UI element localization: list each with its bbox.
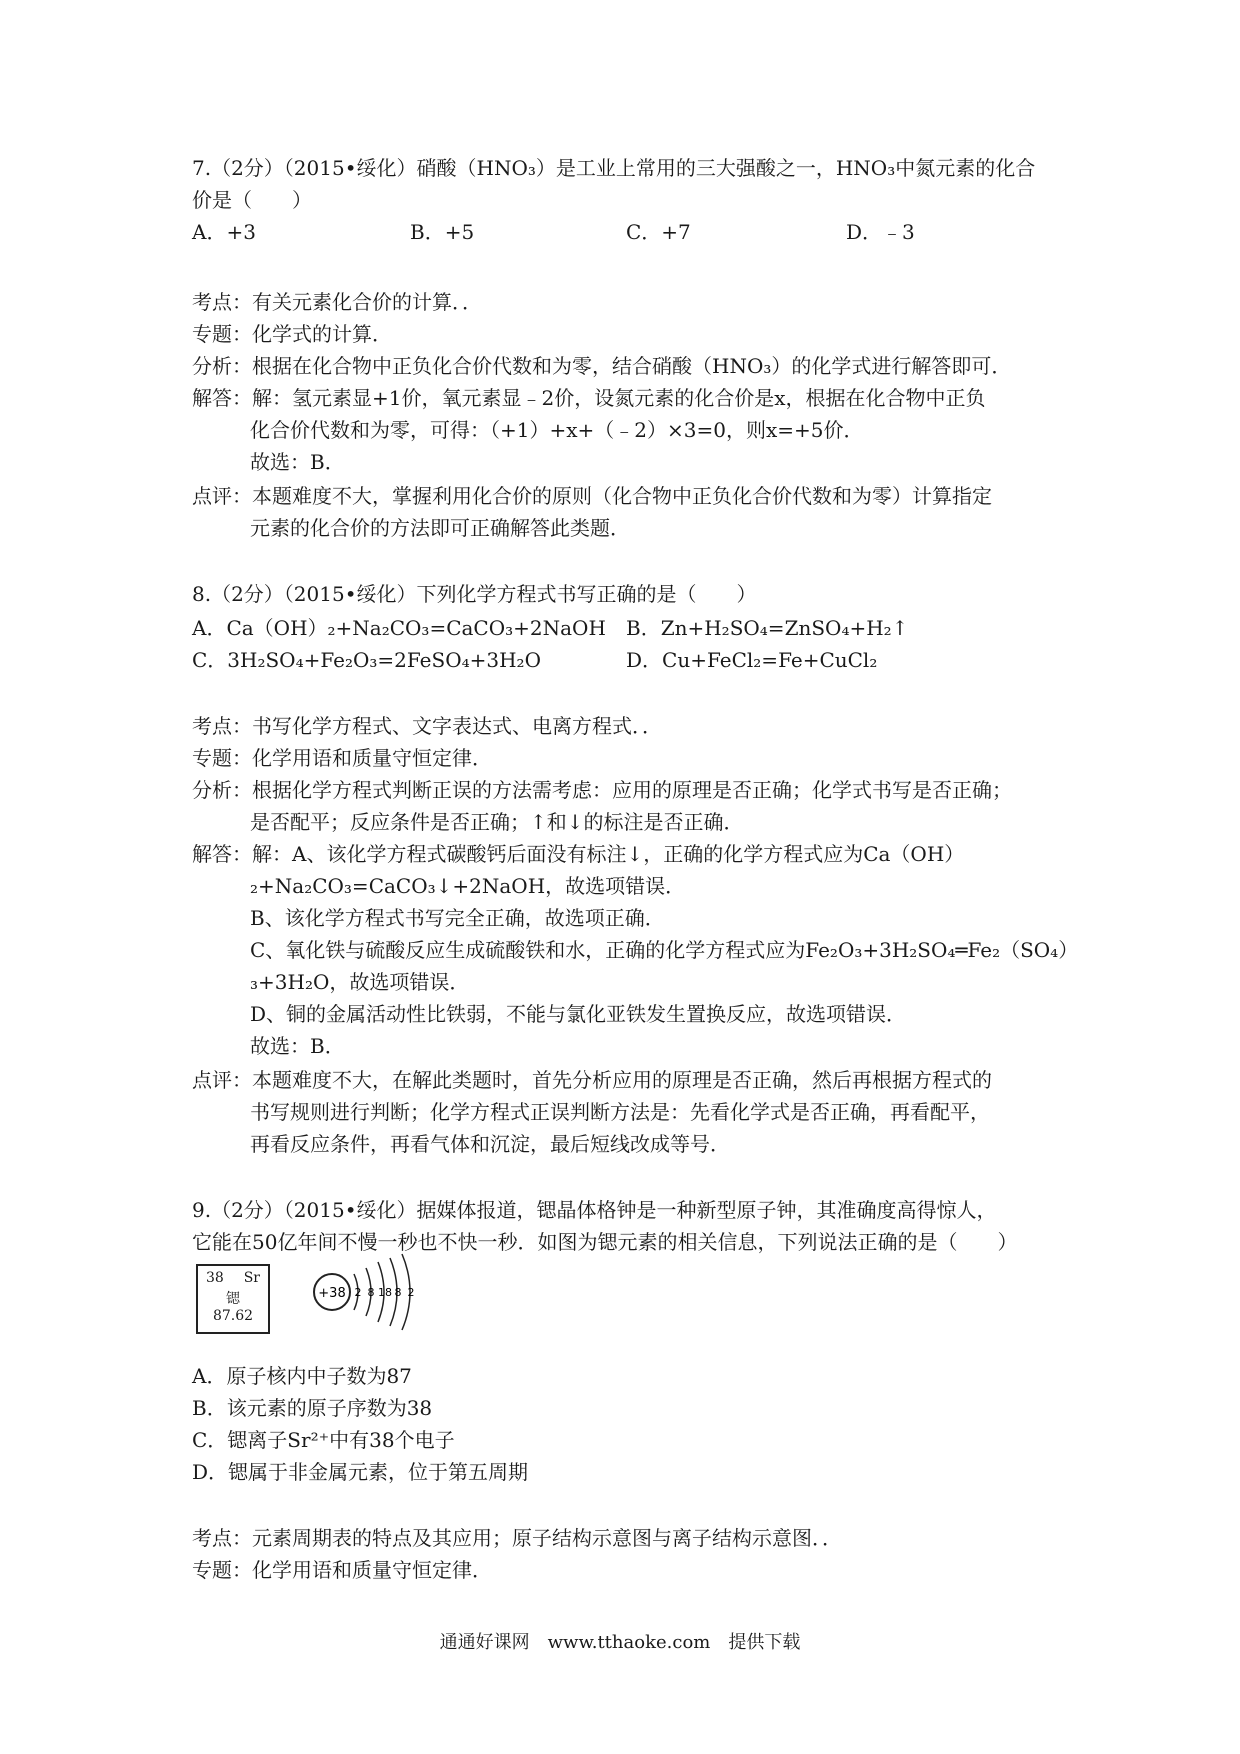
q7-jieda-line3: 故选：B． [250, 450, 345, 474]
q7-kaodian: 考点：有关元素化合价的计算．． [192, 290, 482, 314]
q7-zhuanti: 专题：化学式的计算． [192, 322, 392, 346]
q8-jieda-line2: ₂+Na₂CO₃=CaCO₃↓+2NaOH，故选项错误． [250, 874, 686, 898]
q8-jieda-line4: C、氧化铁与硫酸反应生成硫酸铁和水，正确的化学方程式应为Fe₂O₃+3H₂SO₄═Fe₂（SO₄） [250, 938, 1079, 962]
q7-fenxi: 分析：根据在化合物中正负化合价代数和为零，结合硝酸（HNO₃）的化学式进行解答即可． [192, 354, 1012, 378]
element-symbol: Sr [243, 1270, 260, 1286]
atom-shell-electrons-1: 2 [354, 1286, 362, 1299]
atom-structure-diagram [310, 1252, 430, 1332]
q8-option-c: C．3H₂SO₄+Fe₂O₃=2FeSO₄+3H₂O [192, 648, 541, 672]
q7-dianping-line2: 元素的化合价的方法即可正确解答此类题． [250, 516, 630, 540]
page-footer: 通通好课网 www.tthaoke.com 提供下载 [439, 1632, 801, 1653]
q9-kaodian: 考点：元素周期表的特点及其应用；原子结构示意图与离子结构示意图．． [192, 1526, 842, 1550]
q8-option-b: B．Zn+H₂SO₄=ZnSO₄+H₂↑ [626, 616, 909, 640]
q8-fenxi-line2: 是否配平；反应条件是否正确；↑和↓的标注是否正确． [250, 810, 744, 834]
q7-dianping-line1: 点评：本题难度不大，掌握利用化合价的原则（化合物中正负化合价代数和为零）计算指定 [192, 484, 992, 508]
q8-fenxi-line1: 分析：根据化学方程式判断正误的方法需考虑：应用的原理是否正确；化学式书写是否正确； [192, 778, 1012, 802]
q8-zhuanti: 专题：化学用语和质量守恒定律． [192, 746, 492, 770]
q8-dianping-line2: 书写规则进行判断；化学方程式正误判断方法是：先看化学式是否正确，再看配平， [250, 1100, 990, 1124]
atom-shell-electrons-5: 2 [407, 1286, 415, 1299]
q8-option-d: D．Cu+FeCl₂=Fe+CuCl₂ [626, 648, 878, 672]
element-card [196, 1264, 270, 1334]
q8-jieda-line5: ₃+3H₂O，故选项错误． [250, 970, 470, 994]
q9-option-b: B．该元素的原子序数为38 [192, 1396, 433, 1420]
q8-kaodian: 考点：书写化学方程式、文字表达式、电离方程式．． [192, 714, 662, 738]
atom-nucleus-charge: +38 [318, 1286, 346, 1301]
q9-option-c: C．锶离子Sr²⁺中有38个电子 [192, 1428, 455, 1452]
q7-option-d: D．﹣3 [846, 220, 915, 244]
q8-jieda-line3: B、该化学方程式书写完全正确，故选项正确． [250, 906, 665, 930]
q7-stem-line1: 7.（2分）（2015•绥化）硝酸（HNO₃）是工业上常用的三大强酸之一，HNO₃中氮元素的化合 [192, 156, 1036, 180]
q8-option-a: A．Ca（OH）₂+Na₂CO₃=CaCO₃+2NaOH [192, 616, 606, 640]
atom-shell-electrons-3: 18 [378, 1286, 392, 1299]
q7-jieda-line2: 化合价代数和为零，可得：（+1）+x+（﹣2）×3=0，则x=+5价． [250, 418, 864, 442]
q7-stem-line2: 价是（ ） [192, 188, 312, 212]
q9-option-d: D．锶属于非金属元素，位于第五周期 [192, 1460, 529, 1484]
q8-stem: 8.（2分）（2015•绥化）下列化学方程式书写正确的是（ ） [192, 582, 757, 606]
q7-jieda-line1: 解答：解：氢元素显+1价，氧元素显﹣2价，设氮元素的化合价是x，根据在化合物中正负 [192, 386, 986, 410]
q8-jieda-line1: 解答：解：A、该化学方程式碳酸钙后面没有标注↓，正确的化学方程式应为Ca（OH） [192, 842, 965, 866]
q8-jieda-line7: 故选：B． [250, 1034, 345, 1058]
q9-zhuanti: 专题：化学用语和质量守恒定律． [192, 1558, 492, 1582]
q9-option-a: A．原子核内中子数为87 [192, 1364, 412, 1388]
q8-dianping-line3: 再看反应条件，再看气体和沉淀，最后短线改成等号． [250, 1132, 730, 1156]
element-number: 38 [206, 1270, 224, 1286]
q8-dianping-line1: 点评：本题难度不大，在解此类题时，首先分析应用的原理是否正确，然后再根据方程式的 [192, 1068, 992, 1092]
atom-shell-electrons-2: 8 [367, 1286, 375, 1299]
q7-option-a: A．+3 [192, 220, 256, 244]
q7-option-c: C．+7 [626, 220, 691, 244]
atom-shell-electrons-4: 8 [394, 1286, 402, 1299]
q7-option-b: B．+5 [410, 220, 475, 244]
element-mass: 87.62 [212, 1308, 254, 1324]
q9-stem-line2: 它能在50亿年间不慢一秒也不快一秒．如图为锶元素的相关信息，下列说法正确的是（ ） [192, 1230, 1018, 1254]
element-name: 锶 [226, 1291, 240, 1307]
q8-jieda-line6: D、铜的金属活动性比铁弱，不能与氯化亚铁发生置换反应，故选项错误． [250, 1002, 907, 1026]
q9-stem-line1: 9.（2分）（2015•绥化）据媒体报道，锶晶体格钟是一种新型原子钟，其准确度高得惊人， [192, 1198, 997, 1222]
